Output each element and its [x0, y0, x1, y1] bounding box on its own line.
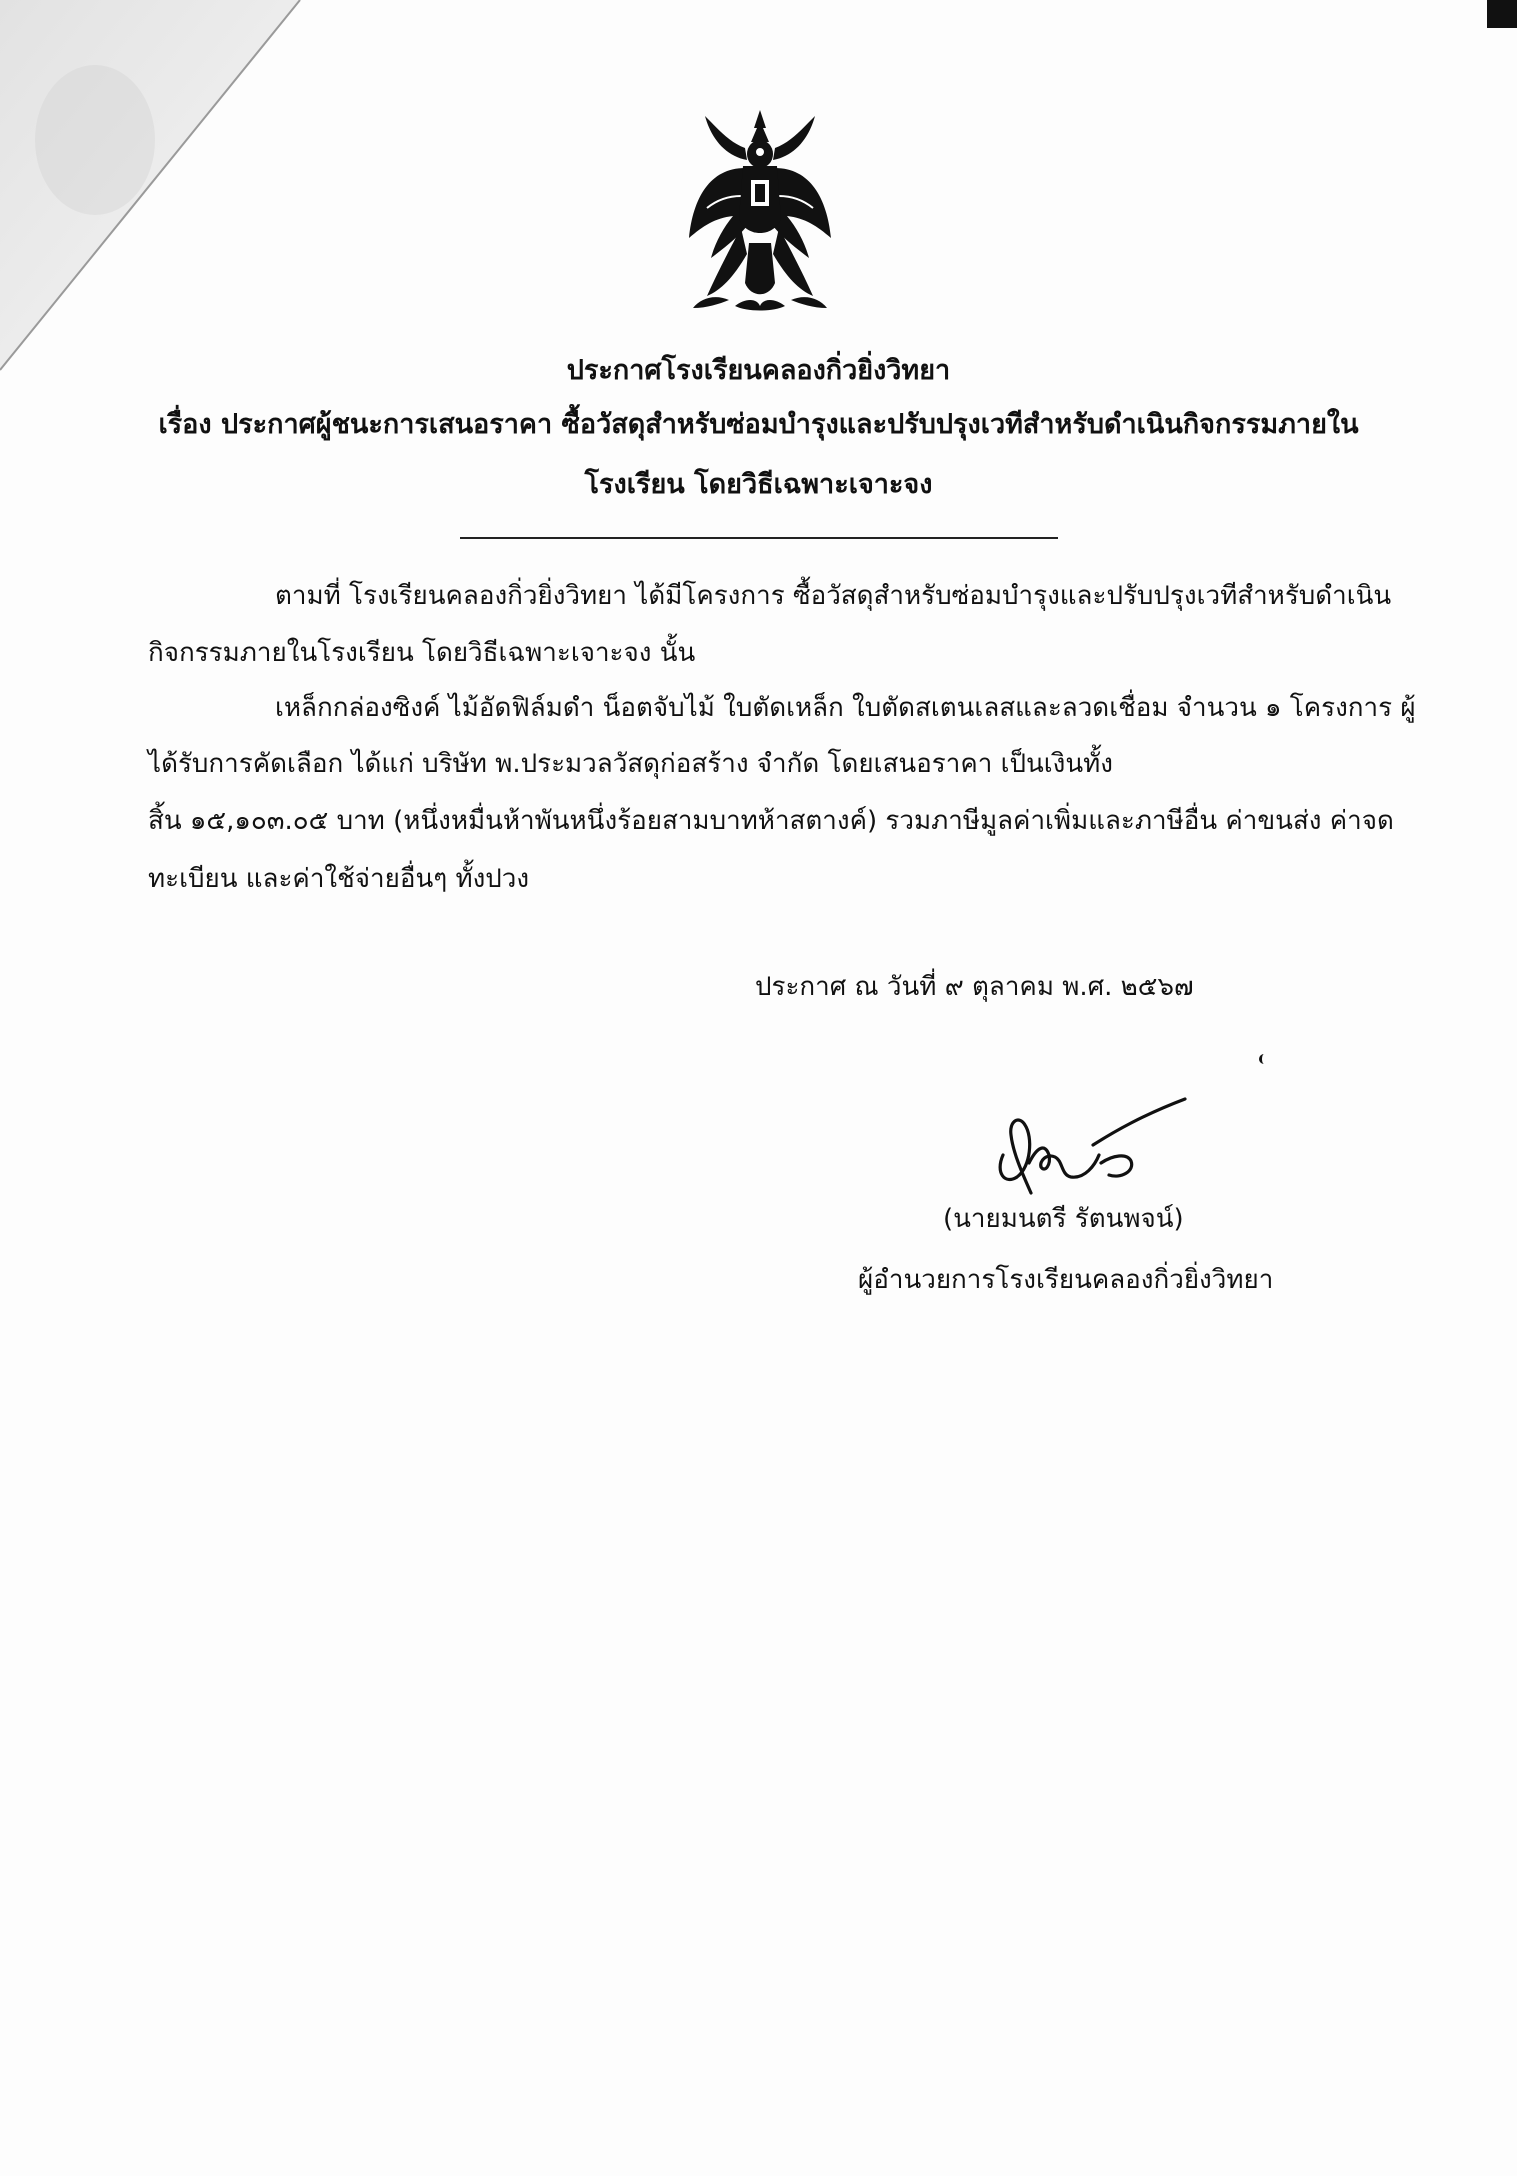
ink-speck: [1259, 1054, 1269, 1064]
signer-name: (นายมนตรี รัตนพจน์): [943, 1204, 1184, 1234]
announcement-title: ประกาศโรงเรียนคลองกิ่วยิ่งวิทยา: [566, 355, 951, 386]
paragraph-2-line-3: สิ้น ๑๕,๑๐๓.๐๕ บาท (หนึ่งหมื่นห้าพันหนึ่งร้อยสามบาทห้าสตางค์) รวมภาษีมูลค่าเพิ่มและภาษีอื่น ค่าขนส่ง ค่าจด: [148, 806, 1394, 836]
scan-edge-mark: [1487, 0, 1517, 28]
paragraph-1-line-2: กิจกรรมภายในโรงเรียน โดยวิธีเฉพาะเจาะจง นั้น: [148, 638, 696, 668]
announcement-subject: เรื่อง ประกาศผู้ชนะการเสนอราคา ซื้อวัสดุสำหรับซ่อมบำรุงและปรับปรุงเวทีสำหรับดำเนินกิจกรรมภายใน: [158, 409, 1359, 440]
paragraph-1-line-1: ตามที่ โรงเรียนคลองกิ่วยิ่งวิทยา ได้มีโครงการ ซื้อวัสดุสำหรับซ่อมบำรุงและปรับปรุงเวทีสำหรับดำเนิน: [275, 581, 1392, 611]
header-divider: [460, 537, 1058, 539]
garuda-emblem-icon: [685, 108, 835, 318]
announcement-subject-continued: โรงเรียน โดยวิธีเฉพาะเจาะจง: [584, 469, 933, 500]
paragraph-2-line-4: ทะเบียน และค่าใช้จ่ายอื่นๆ ทั้งปวง: [148, 864, 530, 894]
announcement-date: ประกาศ ณ วันที่ ๙ ตุลาคม พ.ศ. ๒๕๖๗: [755, 972, 1194, 1002]
paragraph-2-line-1: เหล็กกล่องซิงค์ ไม้อัดฟิล์มดำ น็อตจับไม้ ใบตัดเหล็ก ใบตัดสเตนเลสและลวดเชื่อม จำนวน ๑ โครงการ ผู้: [275, 693, 1416, 723]
handwritten-signature: [975, 1085, 1205, 1200]
paragraph-2-line-2: ได้รับการคัดเลือก ได้แก่ บริษัท พ.ประมวลวัสดุก่อสร้าง จำกัด โดยเสนอราคา เป็นเงินทั้ง: [148, 749, 1113, 779]
signer-title: ผู้อำนวยการโรงเรียนคลองกิ่วยิ่งวิทยา: [858, 1265, 1274, 1295]
